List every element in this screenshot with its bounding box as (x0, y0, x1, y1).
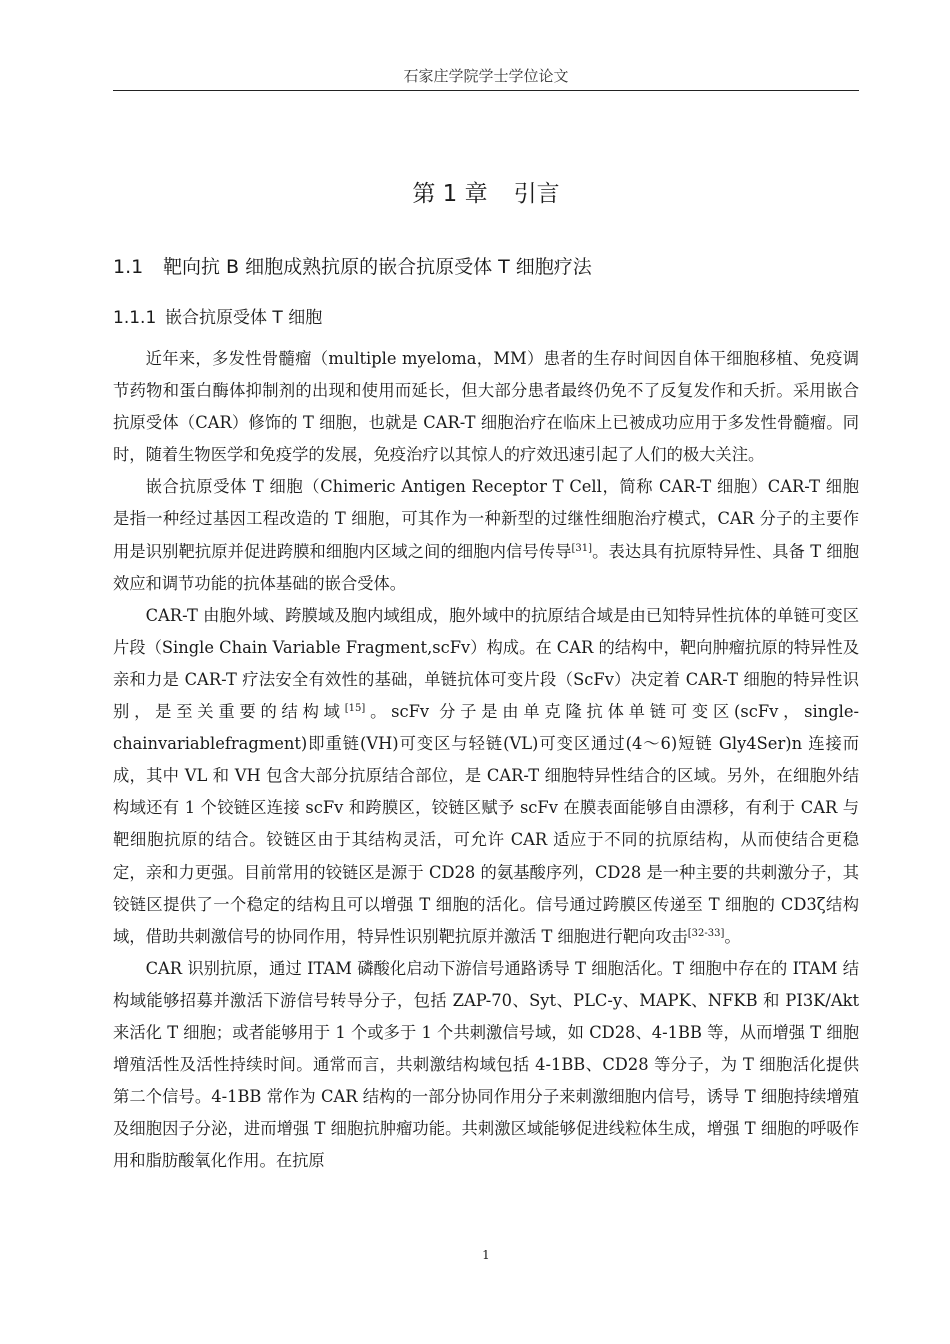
citation-31: [31] (571, 542, 592, 554)
paragraph-3-text-c: 。 (724, 926, 741, 946)
subsection-title: 嵌合抗原受体 T 细胞 (165, 308, 323, 328)
chapter-label: 第 1 章 (412, 181, 488, 207)
page-number: 1 (482, 1248, 490, 1262)
citation-15: [15] (344, 703, 366, 715)
section-number: 1.1 (113, 256, 144, 278)
citation-32-33: [32-33] (687, 927, 725, 939)
running-header: 石家庄学院学士学位论文 (403, 67, 569, 85)
section-title: 靶向抗 B 细胞成熟抗原的嵌合抗原受体 T 细胞疗法 (163, 256, 592, 278)
subsection-heading (113, 304, 859, 332)
chapter-name: 引言 (513, 181, 560, 207)
chapter-title (113, 177, 859, 211)
paragraph-2-text-b: 。表达具有抗原特异性、具备 T 细胞效应和调节功能的抗体基础的嵌合受体。 (113, 541, 859, 593)
paragraph-3-text-b: 。scFv 分子是由单克隆抗体单链可变区(scFv，single-chainvariablefragment)即重链(VH)可变区与轻链(VL)可变区通过(4～6)短链 Gly4Ser)n 连接而成，其中 VL 和 VH 包含大部分抗原结合部位，是 CAR-T 细胞特异性结合的区域。另外，在细胞外结构域还有 1 个铰链区连接 scFv 和跨膜区，铰链区赋予 scFv 在膜表面能够自由漂移，有利于 CAR 与靶细胞抗原的结合。铰链区由于其结构灵活，可允许 CAR 适应于不同的抗原结构，从而使结合更稳定，亲和力更强。目前常用的铰链区是源于 CD28 的氨基酸序列，CD28 是一种主要的共刺激分子，其铰链区提供了一个稳定的结构且可以增强 T 细胞的活化。信号通过跨膜区传递至 T 细胞的 CD3ζ结构域，借助共刺激信号的协同作用，特异性识别靶抗原并激活 T 细胞进行靶向攻击 (113, 702, 859, 946)
paragraph-4: CAR 识别抗原，通过 ITAM 磷酸化启动下游信号通路诱导 T 细胞活化。T 细胞中存在的 ITAM 结构域能够招募并激活下游信号转导分子，包括 ZAP-70、Syt、PLC-y、MAPK、NFKB 和 PI3K/Akt 来活化 T 细胞；或者能够用于 1 个或多于 1 个共刺激信号域，如 CD28、4-1BB 等，从而增强 T 细胞增殖活性及活性持续时间。通常而言，共刺激结构域包括 4-1BB、CD28 等分子，为 T 细胞活化提供第二个信号。4-1BB 常作为 CAR 结构的一部分协同作用分子来刺激细胞内信号，诱导 T 细胞持续增殖及细胞因子分泌，进而增强 T 细胞抗肿瘤功能。共刺激区域能够促进线粒体生成，增强 T 细胞的呼吸作用和脂肪酸氧化作用。在抗原 (113, 958, 859, 1171)
paragraph-2-text-a: 嵌合抗原受体 T 细胞（Chimeric Antigen Receptor T Cell，简称 CAR-T 细胞）CAR-T 细胞是指一种经过基因工程改造的 T 细胞，可其作为一种新型的过继性细胞治疗模式，CAR 分子的主要作用是识别靶抗原并促进跨膜和细胞内区域之间的细胞内信号传导 (113, 477, 859, 561)
header-rule (113, 90, 859, 91)
subsection-number: 1.1.1 (113, 308, 157, 328)
section-heading (113, 252, 859, 282)
paragraph-3-text-a: CAR-T 由胞外域、跨膜域及胞内域组成，胞外域中的抗原结合域是由已知特异性抗体的单链可变区片段（Single Chain Variable Fragment,scFv）构成。在 CAR 的结构中，靶向肿瘤抗原的特异性及亲和力是 CAR-T 疗法安全有效性的基础，单链抗体可变片段（ScFv）决定着 CAR-T 细胞的特异性识别，是至关重要的结构域 (113, 605, 859, 722)
paragraph-1: 近年来，多发性骨髓瘤（multiple myeloma，MM）患者的生存时间因自体干细胞移植、免疫调节药物和蛋白酶体抑制剂的出现和使用而延长，但大部分患者最终仍免不了反复发作和夭折。采用嵌合抗原受体（CAR）修饰的 T 细胞，也就是 CAR-T 细胞治疗在临床上已被成功应用于多发性骨髓瘤。同时，随着生物医学和免疫学的发展，免疫治疗以其惊人的疗效迅速引起了人们的极大关注。 (113, 349, 859, 465)
paragraph-2 (113, 471, 859, 599)
body-text (113, 343, 859, 1177)
paragraph-3 (113, 600, 859, 953)
